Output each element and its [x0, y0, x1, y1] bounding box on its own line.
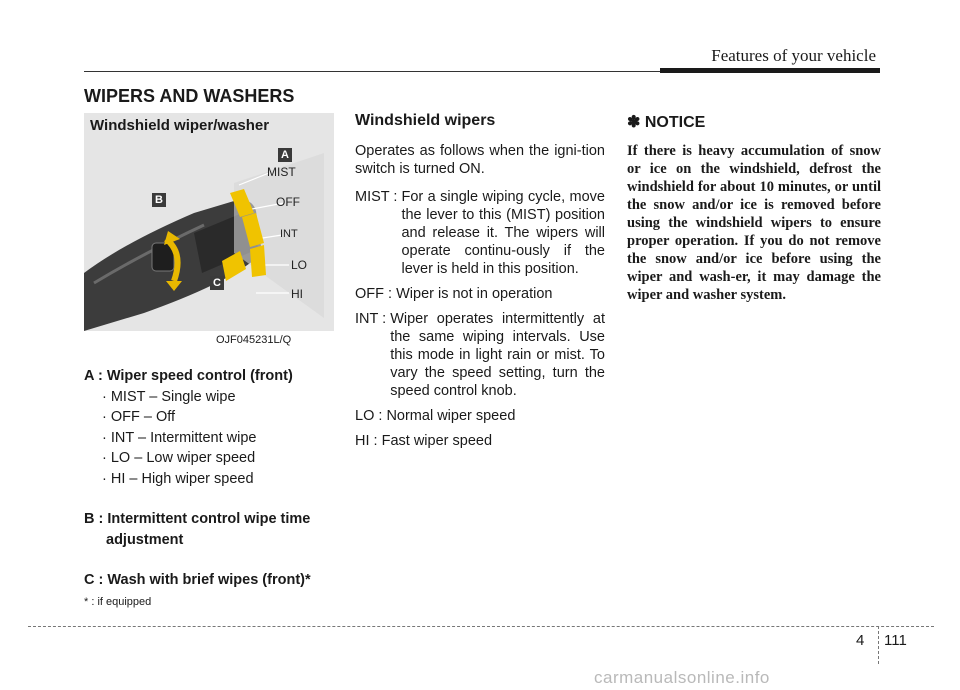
footer-divider — [878, 626, 879, 664]
watermark: carmanualsonline.info — [594, 668, 770, 687]
marker-a: A — [278, 148, 292, 162]
label-mist: MIST — [267, 165, 296, 179]
mode-text: Normal wiper speed — [386, 408, 516, 424]
notice-heading: ✽ NOTICE — [627, 114, 706, 131]
mode-text: For a single wiping cycle, move the lever to this (MIST) position and release it. The wipers will operate continu-ously if the lever is held in this position. — [401, 189, 605, 277]
footnote: * : if equipped — [84, 596, 152, 608]
mode-key: HI : — [355, 433, 382, 449]
legend-b-title: B : Intermittent control wipe time — [84, 511, 311, 527]
legend-a-item: · MIST – Single wipe — [102, 388, 236, 405]
label-int: INT — [280, 228, 298, 240]
mode-item — [355, 407, 605, 425]
legend-a-item: · HI – High wiper speed — [102, 470, 254, 487]
wiper-figure — [84, 113, 334, 331]
page-number: 111 — [884, 632, 907, 649]
notice-text: If there is heavy accumulation of snow or ice on the windshield, defrost the windshield for about 10 minutes, or until the snow and/or ice is removed before using the windshield wipers to ensure proper operation. If you do not remove the snow and/or ice before using the wiper and wash-er, it may damage the wiper and washer system. — [627, 143, 881, 303]
mode-item — [355, 310, 605, 400]
mode-text: Fast wiper speed — [381, 433, 493, 449]
mode-item — [355, 188, 605, 278]
mode-key: MIST : — [355, 189, 402, 205]
legend-a-title: A : Wiper speed control (front) — [84, 368, 293, 384]
notice-section — [627, 108, 881, 304]
label-lo: LO — [291, 258, 308, 272]
mode-key: INT : — [355, 311, 391, 327]
wipers-heading: Windshield wipers — [355, 112, 496, 129]
legend-b-continuation: adjustment — [106, 531, 184, 548]
footer-rule — [28, 626, 934, 627]
figure-legend — [84, 366, 344, 591]
mode-item — [355, 432, 605, 450]
mode-key: LO : — [355, 408, 387, 424]
figure-title: Windshield wiper/washer — [90, 117, 270, 134]
chapter-number: 4 — [856, 632, 865, 649]
section-title: WIPERS AND WASHERS — [84, 86, 295, 106]
header-title: Features of your vehicle — [711, 46, 876, 65]
legend-a-item: · LO – Low wiper speed — [102, 450, 256, 466]
mode-text: Wiper is not in operation — [396, 286, 553, 302]
wipers-intro: Operates as follows when the igni-tion switch is turned ON. — [355, 143, 605, 177]
figure-code: OJF045231L/Q — [216, 334, 292, 346]
label-off: OFF — [276, 195, 300, 209]
mode-text: Wiper operates intermittently at the same wiping intervals. Use this mode in light rain or mist. To vary the speed setting, turn the speed control knob. — [390, 311, 605, 399]
legend-a-item: · OFF – Off — [102, 409, 176, 425]
legend-a-item: · INT – Intermittent wipe — [102, 429, 257, 446]
windshield-wipers-section — [355, 108, 605, 457]
header-rule-accent — [660, 68, 880, 73]
marker-c: C — [210, 276, 224, 290]
mode-item — [355, 285, 605, 303]
legend-c-title: C : Wash with brief wipes (front)* — [84, 572, 311, 588]
label-hi: HI — [291, 287, 303, 301]
mode-key: OFF : — [355, 286, 397, 302]
marker-b: B — [152, 193, 166, 207]
